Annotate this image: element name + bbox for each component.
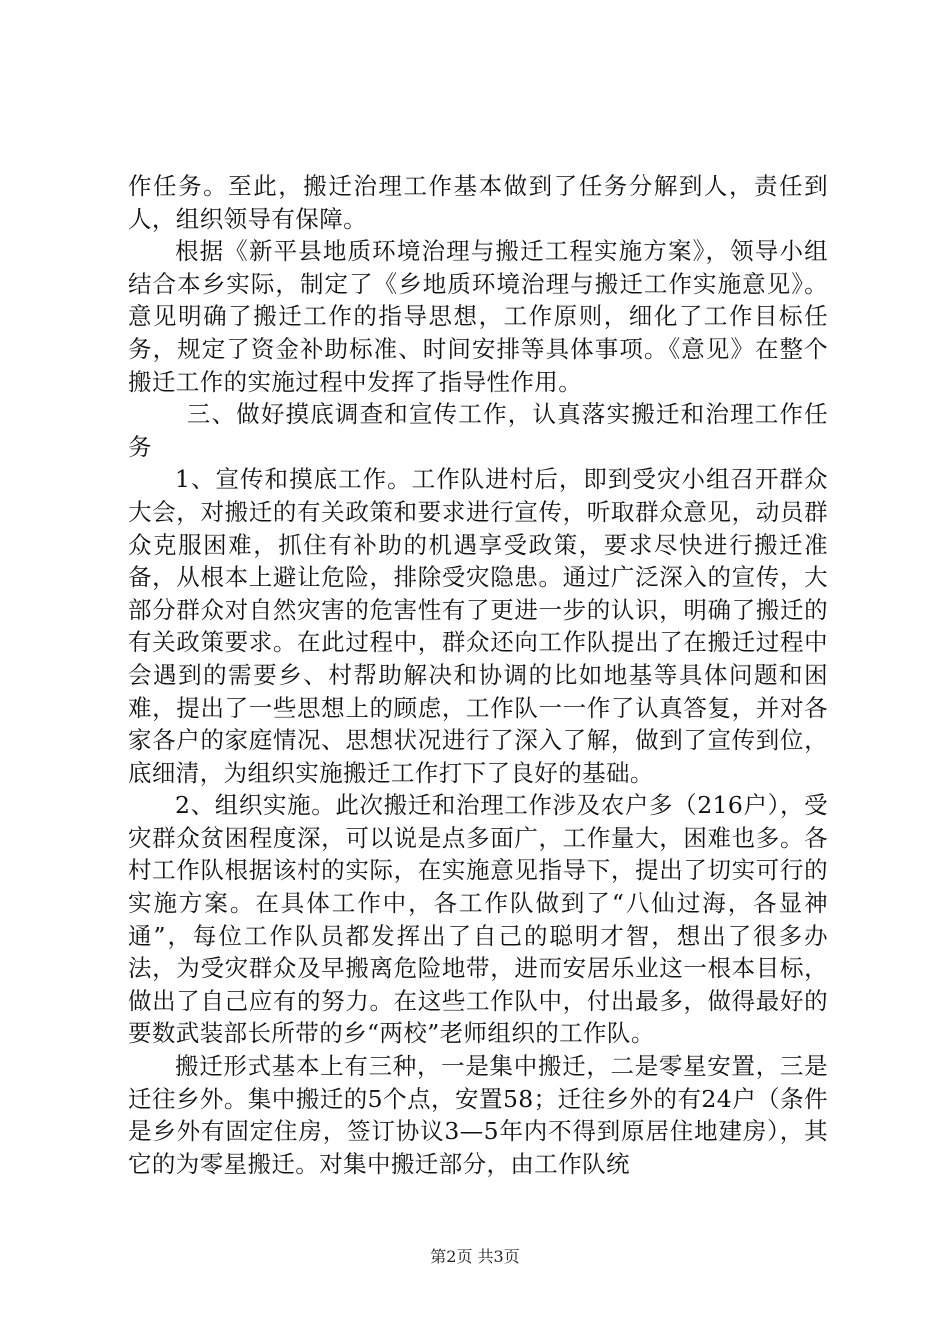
paragraph-organize-implementation: 2、组织实施。此次搬迁和治理工作涉及农户多（216户），受灾群众贫困程度深，可以说是点多面广，工作量大，困难也多。各村工作队根据该村的实际，在实施意见指导下，提出了切实可行的实施方案。在具体工作中，各工作队做到了“八仙过海，各显神通”，每位工作队员都发挥出了自己的聪明才智，想出了很多办法，为受灾群众及早搬离危险地带，进而安居乐业这一根本目标，做出了自己应有的努力。在这些工作队中，付出最多，做得最好的要数武装部长所带的乡“两校”老师组织的工作队。 [128, 791, 828, 1048]
paragraph-implementation-opinion: 根据《新平县地质环境治理与搬迁工程实施方案》，领导小组结合本乡实际，制定了《乡地质环境治理与搬迁工作实施意见》。意见明确了搬迁工作的指导思想，工作原则，细化了工作目标任务，规定了资金补助标准、时间安排等具体事项。《意见》在整个搬迁工作的实施过程中发挥了指导性作用。 [128, 237, 828, 396]
paragraph-relocation-forms: 搬迁形式基本上有三种，一是集中搬迁，二是零星安置，三是迁往乡外。集中搬迁的5个点，安置58；迁往乡外的有24户（条件是乡外有固定住房，签订协议3—5年内不得到原居住地建房），其它的为零星搬迁。对集中搬迁部分，由工作队统 [128, 1052, 828, 1178]
paragraph-publicity-survey: 1、宣传和摸底工作。工作队进村后，即到受灾小组召开群众大会，对搬迁的有关政策和要求进行宣传，听取群众意见，动员群众克服困难，抓住有补助的机遇享受政策，要求尽快进行搬迁准备，从根本上避让危险，排除受灾隐患。通过广泛深入的宣传，大部分群众对自然灾害的危害性有了更进一步的认识，明确了搬迁的有关政策要求。在此过程中，群众还向工作队提出了在搬迁过程中会遇到的需要乡、村帮助解决和协调的比如地基等具体问题和困难，提出了一些思想上的顾虑，工作队一一作了认真答复，并对各家各户的家庭情况、思想状况进行了深入了解，做到了宣传到位，底细清，为组织实施搬迁工作打下了良好的基础。 [128, 465, 828, 787]
section-heading-three: 三、做好摸底调查和宣传工作，认真落实搬迁和治理工作任务 [128, 400, 828, 461]
page-number-footer: 第2页 共3页 [430, 1247, 520, 1266]
paragraph-continuation: 作任务。至此，搬迁治理工作基本做到了任务分解到人，责任到人，组织领导有保障。 [128, 172, 828, 233]
document-body [128, 170, 828, 1180]
